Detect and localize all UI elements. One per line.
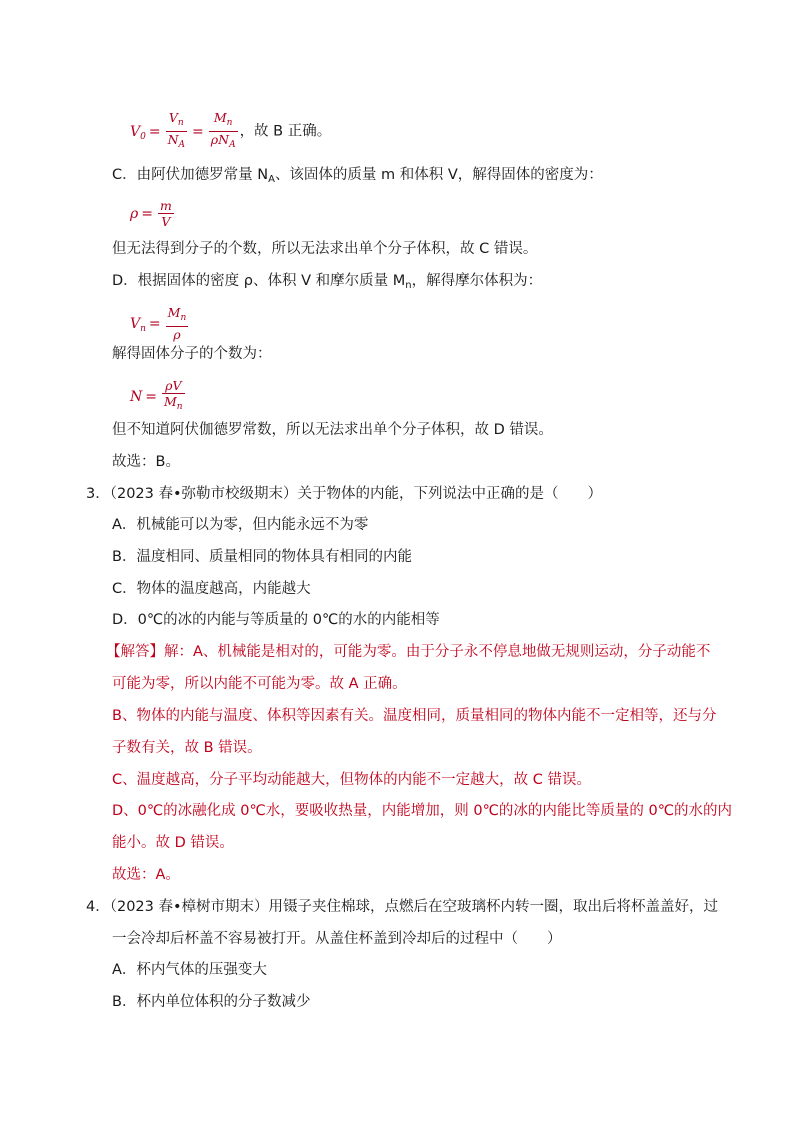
formula-symbol: ρ [130, 205, 139, 222]
q3-option-b: B．温度相同、质量相同的物体具有相同的内能 [112, 549, 412, 565]
frac-subscript: A [229, 140, 236, 150]
q3-answer-line-5: C、温度越高，分子平均动能越大，但物体的内能不一定越大，故 C 错误。 [112, 772, 591, 788]
formula-vn: $V_n$ = $\frac{M_n}{\rho}$ [130, 305, 187, 342]
text-segment: D．根据固体的密度 ρ、体积 V 和摩尔质量 M [112, 273, 406, 289]
option-c-conclusion: 但无法得到分子的个数，所以无法求出单个分子体积，故 C 错误。 [112, 241, 538, 257]
formula-subscript: n [140, 323, 146, 334]
text-segment: ，解得摩尔体积为： [411, 273, 543, 289]
formula-subscript: 0 [140, 131, 146, 142]
frac-numerator: V [168, 110, 178, 125]
q3-answer-line-6: D、0℃的冰融化成 0℃水，要吸收热量，内能增加，则 0℃的冰的内能比等质量的 0℃的水的内 [112, 803, 733, 819]
q3-option-d: D．0℃的冰的内能与等质量的 0℃的水的内能相等 [112, 612, 440, 628]
frac-denominator: M [163, 394, 177, 409]
subscript: A [268, 174, 275, 185]
text-segment: C．由阿伏加德罗常量 N [112, 167, 269, 183]
frac-denominator: V [158, 213, 174, 229]
frac-subscript: n [180, 313, 187, 323]
frac-numerator: M [167, 305, 181, 320]
frac-subscript: n [177, 118, 184, 128]
q2-answer: 故选：B。 [112, 454, 180, 470]
q4-stem-line-2: 一会冷却后杯盖不容易被打开。从盖住杯盖到冷却后的过程中（ ） [112, 931, 562, 947]
q3-answer-line-2: 可能为零，所以内能不可能为零。故 A 正确。 [112, 676, 407, 692]
formula-suffix: ，故 B 正确。 [239, 123, 332, 140]
text-segment: 、该固体的质量 m 和体积 V，解得固体的密度为： [274, 167, 603, 183]
q3-stem: 3．（2023 春•弥勒市校级期末）关于物体的内能，下列说法中正确的是（ ） [86, 486, 603, 502]
frac-denominator: ρN [210, 132, 230, 147]
frac-subscript: A [178, 140, 186, 150]
answer-tag: 【解答】 [106, 644, 164, 660]
q3-answer-line-1 [106, 642, 710, 662]
fraction [166, 305, 189, 342]
fraction [158, 198, 174, 229]
answer-text: 解：A、机械能是相对的，可能为零。由于分子永不停息地做无规则运动，分子动能不 [164, 644, 711, 660]
q4-option-b: B．杯内单位体积的分子数减少 [112, 994, 311, 1010]
frac-subscript: n [176, 402, 183, 412]
formula-symbol: V [130, 315, 141, 332]
frac-numerator: M [213, 110, 227, 125]
frac-numerator: m [159, 198, 172, 213]
frac-subscript: n [226, 118, 233, 128]
q3-answer-line-4: 子数有关，故 B 错误。 [112, 740, 262, 756]
q3-option-c: C．物体的温度越高，内能越大 [112, 581, 311, 597]
subscript: n [405, 280, 412, 291]
q4-option-a: A．杯内气体的压强变大 [112, 962, 267, 978]
frac-denominator: N [167, 132, 179, 147]
molecule-count-intro: 解得固体分子的个数为： [112, 346, 272, 362]
q3-final-answer: 故选：A。 [112, 867, 180, 883]
q3-option-a: A．机械能可以为零，但内能永远不为零 [112, 517, 369, 533]
frac-denominator: ρ [166, 326, 189, 342]
option-d-explanation [112, 271, 542, 296]
formula-v0: $V_0$ = $\frac{V_n}{N_A}$ = $\frac{M_n}{\rho N_A}$ ，故 B 正确。 [130, 110, 331, 153]
frac-numerator: ρV [165, 378, 182, 393]
q3-answer-line-3: B、物体的内能与温度、体积等因素有关。温度相同，质量相同的物体内能不一定相等，还与分 [112, 708, 717, 724]
option-d-conclusion: 但不知道阿伏伽德罗常数，所以无法求出单个分子体积，故 D 错误。 [112, 422, 553, 438]
fraction [209, 110, 238, 153]
formula-rho: ρ = $\frac{m}{V}$ [130, 198, 172, 229]
formula-symbol: N [130, 388, 143, 405]
option-c-explanation [112, 165, 603, 190]
formula-symbol: V [130, 123, 141, 140]
q4-stem-line-1: 4．（2023 春•樟树市期末）用镊子夹住棉球，点燃后在空玻璃杯内转一圈，取出后将杯盖盖好，过 [86, 899, 719, 915]
fraction [166, 110, 187, 153]
q3-answer-line-7: 能小。故 D 错误。 [112, 835, 234, 851]
fraction [162, 378, 185, 415]
formula-n: N = $\frac{\rho V}{M_n}$ [130, 378, 187, 415]
